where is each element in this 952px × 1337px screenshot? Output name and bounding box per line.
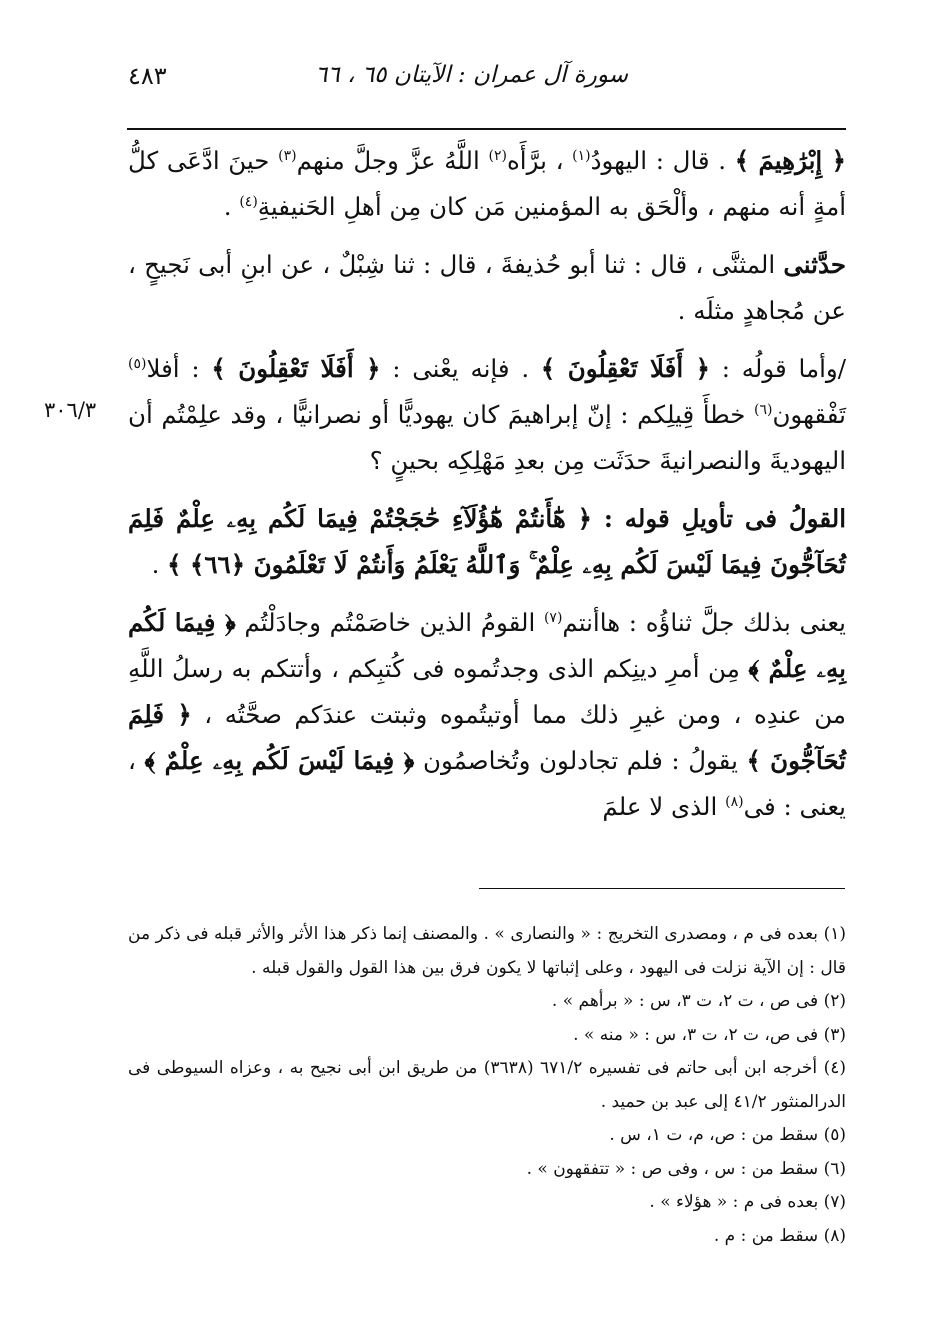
text-run: حينَ ادَّعَى كلُّ أمةٍ أنه منهم ، وألْحَق به المؤمنين مَن كان مِن أهلِ الحَنيفيةِ bbox=[128, 146, 846, 221]
paragraph-1 bbox=[128, 138, 846, 230]
text-run: مِن أمرِ دينِكم الذى وجدتُموه فى كُتبِكم ، وأتتكم به رسلُ اللَّهِ من عندِه ، ومن غيرِ ذلك مما أوتيتُموه وثبتت عندَكم صحَّتُه ، bbox=[128, 654, 846, 729]
text-run: تَفْقهون bbox=[772, 400, 846, 429]
text-run: الذى لا علمَ bbox=[602, 792, 726, 821]
text-run: المثنَّى ، قال : ثنا أبو حُذيفةَ ، قال : ثنا شِبْلٌ ، عن ابنِ أبى نَجيحٍ ، عن مُجاهدٍ مثلَه . bbox=[128, 250, 846, 325]
footnote: (٢) فى ص ، ت ٢، ت ٣، س : « برأهم » . bbox=[551, 991, 846, 1011]
text-run: خطأَ قِيلِكم : إنّ إبراهيمَ كان يهوديًّا أو نصرانيًّا ، وقد علِمْتُم أن اليهوديةَ والنصرانيةَ حدَثَت مِن بعدِ مَهْلِكِه بحينٍ ؟ bbox=[128, 400, 846, 475]
header-divider bbox=[127, 128, 846, 130]
footnote-ref: (٨) bbox=[725, 793, 744, 810]
paragraph-3 bbox=[128, 346, 846, 484]
paragraph-5 bbox=[128, 600, 846, 830]
main-text bbox=[128, 138, 846, 842]
text-run: . bbox=[151, 550, 168, 579]
page-number: ٤٨٣ bbox=[128, 62, 167, 90]
footnote-ref: (٢) bbox=[488, 147, 507, 164]
footnote-ref: (١) bbox=[572, 147, 591, 164]
text-run: /وأما قولُه : bbox=[710, 354, 846, 383]
paragraph-2 bbox=[128, 242, 846, 334]
text-run: . bbox=[223, 192, 240, 221]
footnotes bbox=[128, 918, 846, 1253]
quran-quote: ﴿ أَفَلَا تَعْقِلُونَ ﴾ bbox=[211, 354, 381, 383]
text-run: . فإنه يعْنى : bbox=[380, 354, 541, 383]
footnote-ref: (٧) bbox=[543, 609, 563, 626]
footnote-ref: (٥) bbox=[128, 355, 147, 372]
text-run: يعنى بذلك جلَّ ثناؤُه : هاأنتم bbox=[562, 608, 846, 637]
footnote-ref: (٤) bbox=[239, 193, 258, 210]
footnote: (٤) أخرجه ابن أبى حاتم فى تفسيره ٦٧١/٢ (٣٦٣٨) من طريق ابن أبى نجيح به ، وعزاه السيوطى فى الدرالمنثور ٤١/٢ إلى عبد بن حميد . bbox=[128, 1058, 846, 1112]
footnote-ref: (٣) bbox=[278, 147, 297, 164]
text-run: ، يعنى : فى bbox=[128, 746, 846, 821]
text-run: اللَّهُ عزَّ وجلَّ منهم bbox=[296, 146, 489, 175]
footnote: (٧) بعده فى م : « هؤلاء » . bbox=[649, 1192, 846, 1212]
section-heading: القولُ فى تأويلِ قوله : bbox=[592, 504, 847, 533]
quran-quote: ﴿ فَلِمَ تُحَآجُّونَ ﴾ bbox=[128, 700, 846, 775]
margin-reference: ٣٠٦/٣ bbox=[44, 398, 97, 422]
quran-quote: ﴿ فِيمَا لَكُم بِهِۦ عِلْمٌ ﴾ bbox=[128, 608, 847, 683]
running-title: سورة آل عمران : الآيتان ٦٥ ، ٦٦ bbox=[315, 62, 628, 88]
quran-quote: ﴿ فِيمَا لَيْسَ لَكُم بِهِۦ عِلْمٌ ﴾ bbox=[144, 746, 415, 775]
quran-quote: ﴿ إِبْرَٰهِيمَ ﴾ bbox=[734, 146, 846, 175]
footnote: (٨) سقط من : م . bbox=[713, 1225, 846, 1246]
text-run: يقولُ : فلم تجادلون وتُخاصمُون bbox=[414, 746, 747, 775]
page-header bbox=[128, 62, 848, 102]
footnote-divider bbox=[479, 888, 845, 889]
quran-quote: ﴿ هَٰٓأَنتُمْ هَٰٓؤُلَآءِ حَٰجَجْتُمْ فِيمَا لَكُم بِهِۦ عِلْمٌ فَلِمَ تُحَآجُّونَ فِيمَا لَيْسَ لَكُم بِهِۦ عِلْمٌ ۚ وَٱللَّهُ يَعْلَمُ وَأَنتُمْ لَا تَعْلَمُونَ ﴿٦٦﴾ ﴾ bbox=[128, 504, 846, 579]
text-run: القومُ الذين خاصَمْتُم وجادَلْتُم bbox=[235, 608, 544, 637]
text-run: ، برَّأَه bbox=[506, 146, 573, 175]
narration-lead: حدَّثنى bbox=[783, 250, 846, 279]
footnote: (٥) سقط من : ص، م، ت ١، س . bbox=[609, 1125, 846, 1145]
text-run: . قال : اليهودُ bbox=[590, 146, 735, 175]
footnote: (٦) سقط من : س ، وفى ص : « تتفقهون » . bbox=[526, 1158, 846, 1179]
footnote: (٣) فى ص، ت ٢، ت ٣، س : « منه » . bbox=[573, 1024, 846, 1045]
footnote: (١) بعده فى م ، ومصدرى التخريج : « والنصارى » . والمصنف إنما ذكر هذا الأثر والأثر قبله فى ذكر من قال : إن الآية نزلت فى اليهود ، وعلى إثباتها لا يكون فرق بين هذا القول والقول قبله . bbox=[128, 924, 846, 978]
footnote-ref: (٦) bbox=[753, 401, 773, 418]
paragraph-4 bbox=[128, 496, 846, 588]
quran-quote: ﴿ أَفَلَا تَعْقِلُونَ ﴾ bbox=[540, 354, 711, 383]
text-run: : أفلا bbox=[146, 354, 212, 383]
